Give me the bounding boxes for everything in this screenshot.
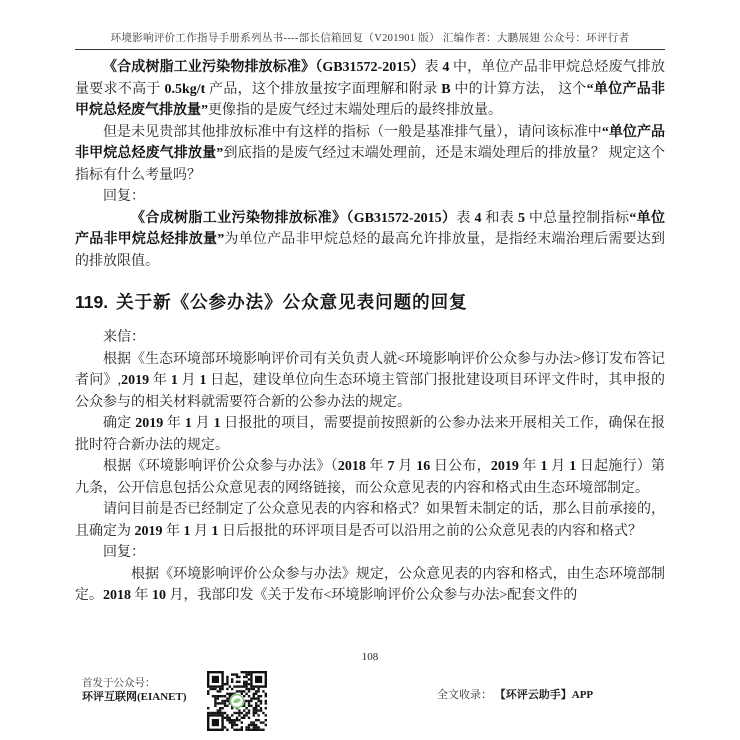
footer-collect-value: 【环评云助手】APP [494, 689, 594, 701]
page-header-text: 环境影响评价工作指导手册系列丛书----部长信箱回复（V201901 版） 汇编作者：大鹏展翅 公众号：环评行者 [110, 33, 630, 44]
section-heading [75, 291, 665, 313]
paragraph: 根据《生态环境部环境影响评价司有关负责人就<环境影响评价公众参与办法>修订发布答记者问》,2019 年 1 月 1 日起，建设单位向生态环境主管部门报批建设项目环评文件时，其申报的公众参与的相关材料就需要符合新的公参办法的规定。 [75, 351, 666, 410]
footer-collect [437, 686, 593, 702]
footer-collect-label: 全文收录： [437, 689, 492, 701]
footer-origin-line2: 环评互联网(EIANET) [82, 690, 187, 703]
paragraph: 根据《环境影响评价公众参与办法》规定，公众意见表的内容和格式，由生态环境部制定。2018 年 10 月，我部印发《关于发布<环境影响评价公众参与办法>配套文件的 [75, 566, 665, 603]
paragraph: 《合成树脂工业污染物排放标准》（GB31572-2015）表 4 中，单位产品非甲烷总烃废气排放量要求不高于 0.5kg/t 产品，这个排放量按字面理解和附录 B 中的计算方法， 这个“单位产品非甲烷总烃废气排放量”更像指的是废气经过末端处理后的最终排放量。 [75, 60, 666, 118]
document-body [75, 57, 665, 607]
footer-origin [82, 677, 187, 704]
qr-code-icon [207, 671, 267, 740]
paragraph: 但是未见贵部其他排放标准中有这样的指标（一般是基准排气量），请问该标准中“单位产品非甲烷总烃废气排放量”到底指的是废气经过末端处理前，还是末端处理后的排放量？ 规定这个指标有什么考量吗？ [75, 124, 666, 183]
page-number: 108 [361, 651, 379, 663]
footer-origin-line1: 首发于公众号： [82, 678, 156, 689]
section-number: 119. [75, 292, 109, 312]
paragraph: 根据《环境影响评价公众参与办法》（2018 年 7 月 16 日公布，2019 年 1 月 1 日起施行）第九条，公开信息包括公众意见表的网络链接，而公众意见表的内容和格式由生态环境部制定。 [75, 459, 666, 496]
paragraph: 回复： [103, 545, 145, 560]
paragraph: 回复： [103, 189, 145, 204]
paragraph: 来信： [103, 330, 145, 345]
section-title: 关于新《公参办法》公众意见表问题的回复 [116, 292, 468, 312]
header-divider [75, 49, 665, 50]
paragraph: 请问目前是否已经制定了公众意见表的内容和格式？如果暂未制定的话，那么目前承接的，且确定为 2019 年 1 月 1 日后报批的环评项目是否可以沿用之前的公众意见表的内容和格式？ [75, 502, 665, 539]
paragraph: 《合成树脂工业污染物排放标准》（GB31572-2015）表 4 和表 5 中总量控制指标“单位产品非甲烷总烃排放量”为单位产品非甲烷总烃的最高允许排放量，是指经末端治理后需要达到的排放限值。 [75, 210, 666, 269]
paragraph: 确定 2019 年 1 月 1 日报批的项目，需要提前按照新的公参办法来开展相关工作，确保在报批时符合新办法的规定。 [75, 416, 666, 453]
